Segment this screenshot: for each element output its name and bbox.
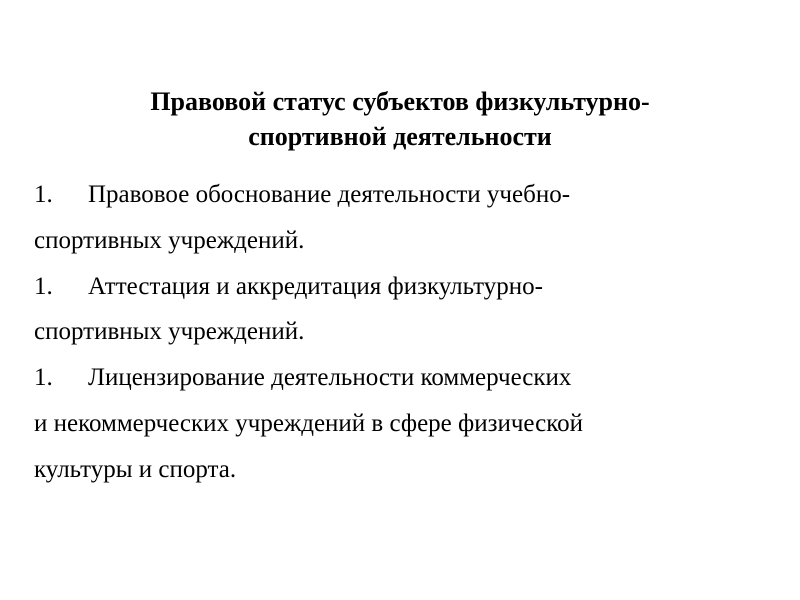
list-item-continuation: спортивных учреждений. bbox=[34, 318, 305, 346]
list-item-first-line bbox=[34, 172, 774, 218]
list-item-continuation: спортивных учреждений. bbox=[34, 226, 305, 254]
list-item bbox=[34, 355, 774, 492]
title-line: Правовой статус субъектов физкультурно- bbox=[150, 87, 650, 116]
title-line: спортивной деятельности bbox=[248, 122, 552, 151]
list-item-continuation: и некоммерческих учреждений в сфере физической bbox=[34, 409, 583, 437]
list-item bbox=[34, 172, 774, 264]
list-item-first-line bbox=[34, 355, 774, 401]
list-item-first-line bbox=[34, 264, 774, 310]
list-item bbox=[34, 264, 774, 356]
list-item-continuation: культуры и спорта. bbox=[34, 455, 237, 483]
list-item-number: 1. bbox=[34, 364, 53, 392]
list-item-number: 1. bbox=[34, 181, 53, 208]
slide-title bbox=[40, 84, 760, 154]
numbered-list bbox=[34, 172, 774, 493]
list-item-text: Лицензирование деятельности коммерческих bbox=[88, 364, 572, 392]
list-item-text: Аттестация и аккредитация физкультурно- bbox=[88, 272, 543, 300]
list-item-text: Правовое обоснование деятельности учебно- bbox=[88, 181, 571, 208]
list-item-number: 1. bbox=[34, 272, 53, 300]
